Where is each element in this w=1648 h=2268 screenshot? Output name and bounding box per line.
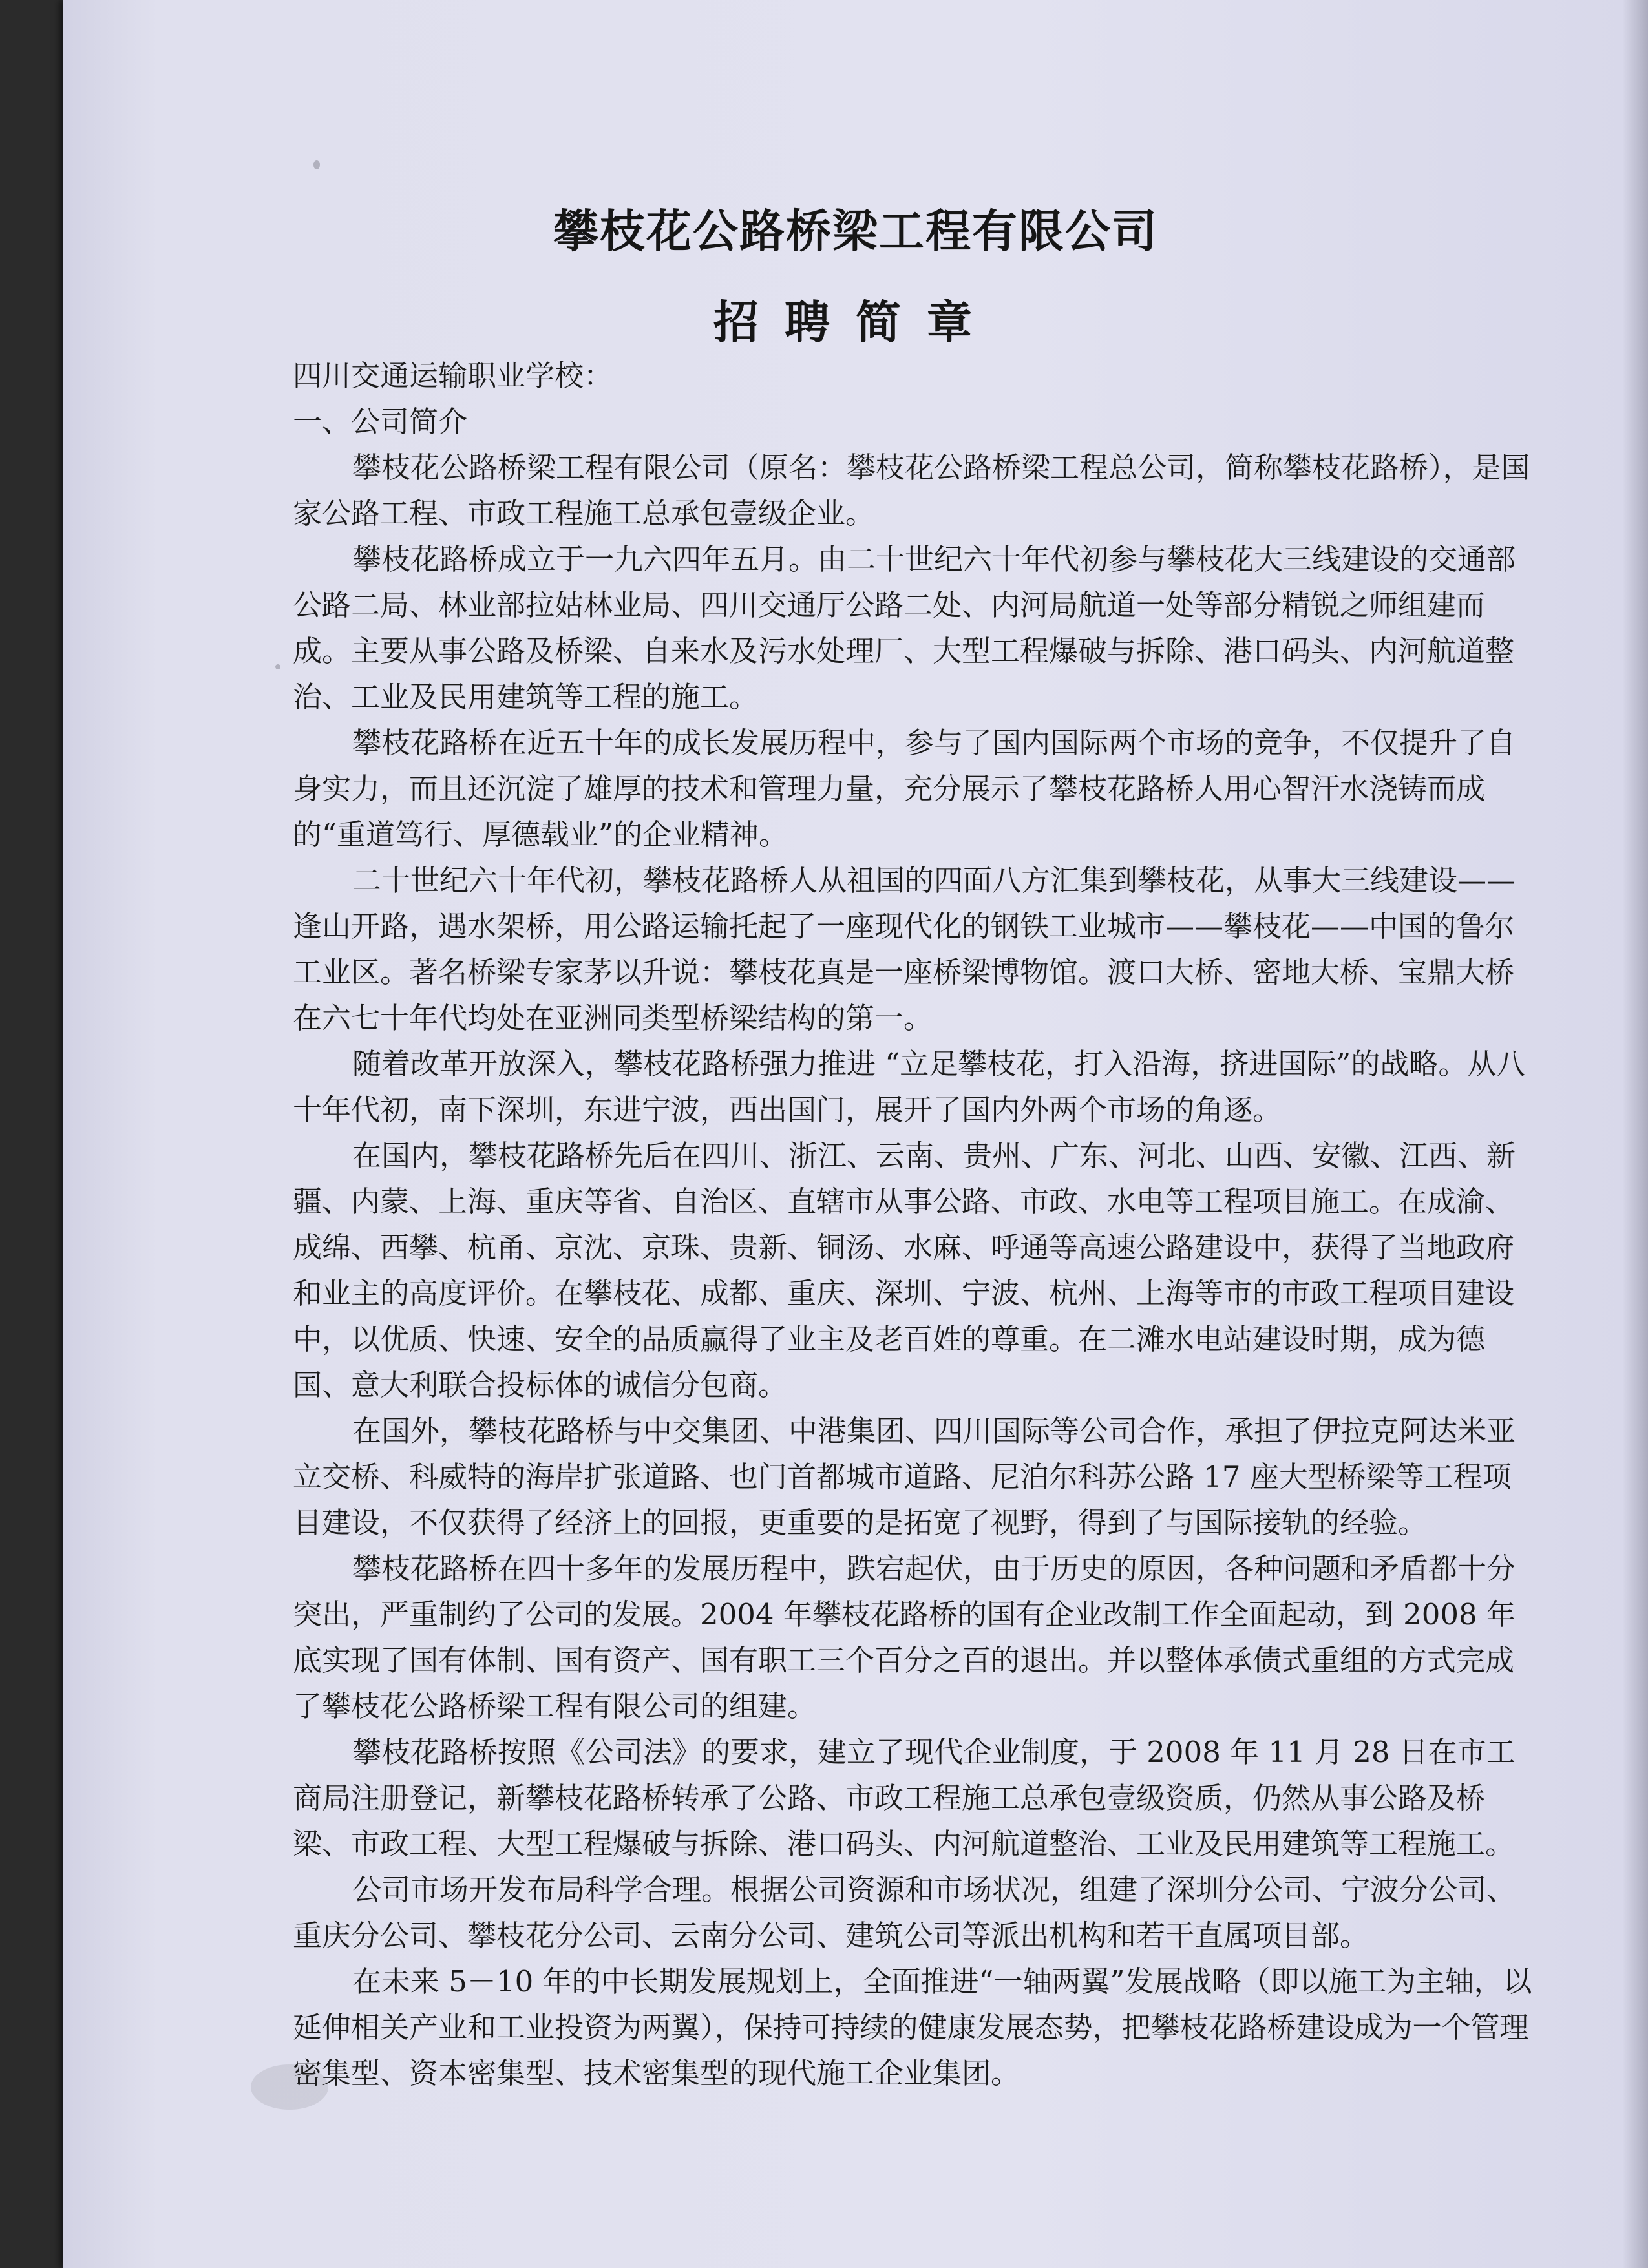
scanned-page: [63, 0, 1648, 2268]
body-paragraph: 在国内，攀枝花路桥先后在四川、浙江、云南、贵州、广东、河北、山西、安徽、江西、新疆、内蒙、上海、重庆等省、自治区、直辖市从事公路、市政、水电等工程项目施工。在成渝、成绵、西攀、杭甬、京沈、京珠、贵新、铜汤、水麻、呼通等高速公路建设中，获得了当地政府和业主的高度评价。在攀枝花、成都、重庆、深圳、宁波、杭州、上海等市的市政工程项目建设中，以优质、快速、安全的品质赢得了业主及老百姓的尊重。在二滩水电站建设时期，成为德国、意大利联合投标体的诚信分包商。: [293, 1139, 1516, 1402]
section-heading: 一、公司简介: [293, 404, 468, 439]
body-paragraph: 攀枝花路桥成立于一九六四年五月。由二十世纪六十年代初参与攀枝花大三线建设的交通部公路二局、林业部拉姑林业局、四川交通厅公路二处、内河局航道一处等部分精锐之师组建而成。主要从事公路及桥梁、自来水及污水处理厂、大型工程爆破与拆除、港口码头、内河航道整治、工业及民用建筑等工程的施工。: [293, 542, 1516, 714]
body-paragraph: 公司市场开发布局科学合理。根据公司资源和市场状况，组建了深圳分公司、宁波分公司、重庆分公司、攀枝花分公司、云南分公司、建筑公司等派出机构和若干直属项目部。: [293, 1873, 1516, 1953]
page-edge-shadow: [1622, 0, 1648, 2268]
scan-speck: [313, 160, 320, 169]
company-title: 攀枝花公路桥梁工程有限公司: [553, 205, 1158, 258]
salutation: 四川交通运输职业学校：: [293, 359, 613, 393]
body-paragraph: 二十世纪六十年代初，攀枝花路桥人从祖国的四面八方汇集到攀枝花，从事大三线建设——逢山开路，遇水架桥，用公路运输托起了一座现代化的钢铁工业城市——攀枝花——中国的鲁尔工业区。著名桥梁专家茅以升说：攀枝花真是一座桥梁博物馆。渡口大桥、密地大桥、宝鼎大桥在六七十年代均处在亚洲同类型桥梁结构的第一。: [293, 863, 1516, 1035]
document-subtitle: 招聘简章: [713, 296, 998, 349]
body-paragraph: 随着改革开放深入，攀枝花路桥强力推进 “立足攀枝花，打入沿海，挤进国际”的战略。从八十年代初，南下深圳，东进宁波，西出国门，展开了国内外两个市场的角逐。: [293, 1047, 1526, 1127]
body-paragraph: 攀枝花公路桥梁工程有限公司（原名：攀枝花公路桥梁工程总公司，简称攀枝花路桥），是国家公路工程、市政工程施工总承包壹级企业。: [293, 450, 1530, 530]
body-paragraph: 在未来 5－10 年的中长期发展规划上，全面推进“一轴两翼”发展战略（即以施工为主轴，以延伸相关产业和工业投资为两翼），保持可持续的健康发展态势，把攀枝花路桥建设成为一个管理密集型、资本密集型、技术密集型的现代施工企业集团。: [293, 1964, 1532, 2090]
document-body: [293, 353, 1540, 2096]
body-paragraph: 攀枝花路桥在四十多年的发展历程中，跌宕起伏，由于历史的原因，各种问题和矛盾都十分突出，严重制约了公司的发展。2004 年攀枝花路桥的国有企业改制工作全面起动，到 2008 年底实现了国有体制、国有资产、国有职工三个百分之百的退出。并以整体承债式重组的方式完成了攀枝花公路桥梁工程有限公司的组建。: [293, 1551, 1516, 1723]
scan-speck: [275, 664, 280, 669]
body-paragraph: 在国外，攀枝花路桥与中交集团、中港集团、四川国际等公司合作，承担了伊拉克阿达米亚立交桥、科威特的海岸扩张道路、也门首都城市道路、尼泊尔科苏公路 17 座大型桥梁等工程项目建设，不仅获得了经济上的回报，更重要的是拓宽了视野，得到了与国际接轨的经验。: [293, 1414, 1516, 1540]
body-paragraph: 攀枝花路桥按照《公司法》的要求，建立了现代企业制度，于 2008 年 11 月 28 日在市工商局注册登记，新攀枝花路桥转承了公路、市政工程施工总承包壹级资质，仍然从事公路及桥梁、市政工程、大型工程爆破与拆除、港口码头、内河航道整治、工业及民用建筑等工程施工。: [293, 1735, 1516, 1861]
body-paragraph: 攀枝花路桥在近五十年的成长发展历程中，参与了国内国际两个市场的竞争，不仅提升了自身实力，而且还沉淀了雄厚的技术和管理力量，充分展示了攀枝花路桥人用心智汗水浇铸而成的“重道笃行、厚德载业”的企业精神。: [293, 726, 1516, 852]
